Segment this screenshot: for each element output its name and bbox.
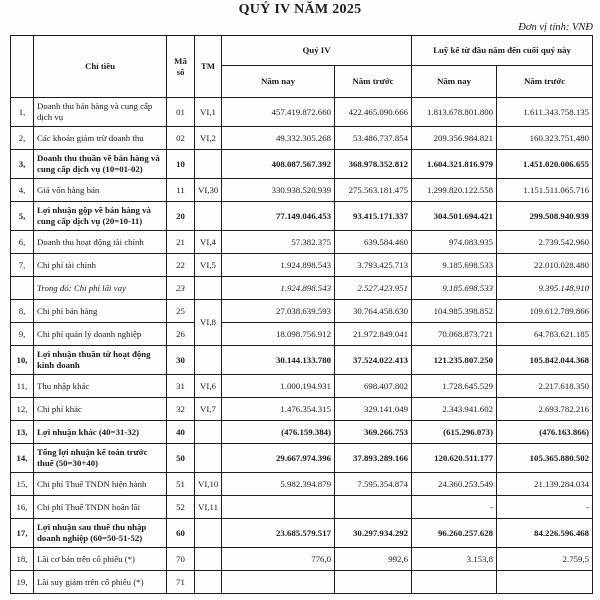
value-ytd-prior: 9.395.148.910 [497,277,593,300]
row-label: Lãi suy giảm trên cổ phiếu (*) [34,571,167,594]
row-note [195,346,222,375]
table-row [11,548,593,571]
row-label: Các khoản giảm trừ doanh thu [34,127,167,150]
value-quarter-prior: 53.486.737.854 [335,127,412,150]
row-code: 01 [167,98,195,127]
row-note [195,548,222,571]
value-ytd-current: 1.299.820.122.558 [412,179,497,202]
row-number [11,277,34,300]
value-ytd-prior: - [497,496,593,519]
row-number: 5, [11,202,34,231]
value-quarter-current: 30.144.133.780 [222,346,335,375]
table-row [11,98,593,127]
row-label: Lợi nhuận sau thuế thu nhập doanh nghiệp (60=50-51-52) [34,519,167,548]
row-note [195,277,222,300]
row-note [195,571,222,594]
value-ytd-prior: 299.508.940.939 [497,202,593,231]
row-label: Lãi cơ bản trên cổ phiếu (*) [34,548,167,571]
value-quarter-prior: 37.524.022.413 [335,346,412,375]
row-number: 6, [11,231,34,254]
value-ytd-current: 1.728.645.529 [412,375,497,398]
table-row [11,323,593,346]
value-quarter-prior: 7.595.354.874 [335,473,412,496]
table-row [11,519,593,548]
value-ytd-prior: 2.693.782.216 [497,398,593,421]
value-quarter-prior: 422.465.090.666 [335,98,412,127]
value-quarter-current: 1.000.194.931 [222,375,335,398]
row-label: Chi phí khác [34,398,167,421]
row-code: 26 [167,323,195,346]
row-note: VI,6 [195,375,222,398]
header-group-ytd: Luỹ kế từ đầu năm đến cuối quý này [412,36,593,66]
row-number: 11, [11,375,34,398]
table-row [11,127,593,150]
value-ytd-current: 209.356.984.821 [412,127,497,150]
table-row [11,346,593,375]
value-ytd-prior: 105.842.044.368 [497,346,593,375]
value-quarter-current: 27.038.639.593 [222,300,335,323]
row-note: VI,2 [195,127,222,150]
value-quarter-current: 1.924.898.543 [222,254,335,277]
table-row [11,202,593,231]
value-ytd-current: 70.068.873.721 [412,323,497,346]
row-number: 3, [11,150,34,179]
row-label: Trong đó: Chi phí lãi vay [34,277,167,300]
value-quarter-prior: 30.297.934.292 [335,519,412,548]
row-note: VI,8 [195,300,222,346]
header-chi-tieu: Chỉ tiêu [34,36,167,98]
value-quarter-prior: 93.415.171.337 [335,202,412,231]
value-ytd-prior: 2.217.618.350 [497,375,593,398]
value-ytd-current: 3.153,8 [412,548,497,571]
value-ytd-current: 304.501.694.421 [412,202,497,231]
value-quarter-prior: 21.972.849.041 [335,323,412,346]
row-label: Tổng lợi nhuận kế toán trước thuế (50=30+40) [34,444,167,473]
header-tm: TM [195,36,222,98]
row-code: 23 [167,277,195,300]
header-row-groups [11,36,593,66]
header-q-prior: Năm trước [335,66,412,98]
value-quarter-current: 457.419.872.660 [222,98,335,127]
value-ytd-current: 104.985.398.852 [412,300,497,323]
row-note [195,421,222,444]
row-code: 50 [167,444,195,473]
value-quarter-current [222,496,335,519]
value-quarter-prior: 368.978.352.812 [335,150,412,179]
table-row [11,398,593,421]
value-ytd-prior: (476.163.866) [497,421,593,444]
row-code: 31 [167,375,195,398]
row-code: 32 [167,398,195,421]
row-code: 21 [167,231,195,254]
value-quarter-prior: 30.764.458.630 [335,300,412,323]
table-row [11,254,593,277]
value-ytd-prior: 22.010.028.480 [497,254,593,277]
value-quarter-current: 1.924.898.543 [222,277,335,300]
value-ytd-current: - [412,496,497,519]
value-quarter-prior: 2.527.423.951 [335,277,412,300]
table-row [11,231,593,254]
value-quarter-prior [335,571,412,594]
table-row [11,444,593,473]
table-row [11,473,593,496]
row-label: Thu nhập khác [34,375,167,398]
value-quarter-prior: 698.407.802 [335,375,412,398]
value-quarter-prior: 275.563.181.475 [335,179,412,202]
value-ytd-prior: 1.611.343.758.135 [497,98,593,127]
value-ytd-current: (615.296.073) [412,421,497,444]
row-number: 2, [11,127,34,150]
table-row [11,150,593,179]
table-row [11,179,593,202]
row-label: Giá vốn hàng bán [34,179,167,202]
value-quarter-prior [335,496,412,519]
row-number: 14, [11,444,34,473]
value-ytd-current: 120.620.511.177 [412,444,497,473]
row-label: Doanh thu hoạt động tài chính [34,231,167,254]
row-label: Lợi nhuận gộp về bán hàng và cung cấp dịch vụ (20=10-11) [34,202,167,231]
value-ytd-prior: 160.323.751.480 [497,127,593,150]
row-note: VI,1 [195,98,222,127]
value-quarter-current: 49.332.305.268 [222,127,335,150]
row-number: 16, [11,496,34,519]
value-ytd-current: 1.813.678.801.800 [412,98,497,127]
header-y-prior: Năm trước [497,66,593,98]
value-ytd-prior: 1.451.020.006.655 [497,150,593,179]
table-row [11,421,593,444]
row-number: 7, [11,254,34,277]
value-ytd-prior: 84.226.596.468 [497,519,593,548]
value-ytd-current: 2.343.941.602 [412,398,497,421]
row-code: 40 [167,421,195,444]
value-quarter-current [222,571,335,594]
header-q-current: Năm nay [222,66,335,98]
value-ytd-prior: 105.365.880.502 [497,444,593,473]
value-ytd-current [412,571,497,594]
row-number: 12, [11,398,34,421]
value-ytd-prior: 1.151.511.065.716 [497,179,593,202]
header-blank [11,36,34,98]
row-note: VI,10 [195,473,222,496]
row-label: Chi phí Thuế TNDN hiện hành [34,473,167,496]
value-quarter-prior: 369.266.753 [335,421,412,444]
row-number: 18, [11,548,34,571]
row-note: VI,30 [195,179,222,202]
value-quarter-current: 77.149.046.453 [222,202,335,231]
value-quarter-prior: 329.141.049 [335,398,412,421]
header-y-current: Năm nay [412,66,497,98]
row-number: 15, [11,473,34,496]
value-ytd-prior: 2.759,5 [497,548,593,571]
value-quarter-current: 408.087.567.392 [222,150,335,179]
value-ytd-current: 9.185.698.533 [412,254,497,277]
value-ytd-current: 96.260.257.628 [412,519,497,548]
row-code: 11 [167,179,195,202]
row-label: Doanh thu thuần về bán hàng và cung cấp dịch vụ (10=01-02) [34,150,167,179]
value-ytd-current: 121.235.807.250 [412,346,497,375]
value-ytd-prior: 2.739.542.960 [497,231,593,254]
row-label: Chi phí tài chính [34,254,167,277]
row-code: 22 [167,254,195,277]
row-note: VI,7 [195,398,222,421]
value-quarter-prior: 992,6 [335,548,412,571]
row-label: Chi phí quản lý doanh nghiệp [34,323,167,346]
row-label: Chi phí Thuế TNDN hoãn lãi [34,496,167,519]
value-ytd-current: 974.083.935 [412,231,497,254]
row-label: Chi phí bán hàng [34,300,167,323]
row-number: 17, [11,519,34,548]
value-quarter-current: 18.098.756.912 [222,323,335,346]
row-code: 70 [167,548,195,571]
table-row [11,300,593,323]
row-note [195,202,222,231]
row-label: Lợi nhuận thuần từ hoạt động kinh doanh [34,346,167,375]
row-number: 13, [11,421,34,444]
row-note: VI,4 [195,231,222,254]
row-note [195,519,222,548]
row-number: 9, [11,323,34,346]
table-row [11,375,593,398]
row-code: 51 [167,473,195,496]
value-ytd-current: 1.604.321.816.979 [412,150,497,179]
row-code: 60 [167,519,195,548]
value-quarter-prior: 37.893.289.166 [335,444,412,473]
header-ma-so: Mã số [167,36,195,98]
row-number: 1, [11,98,34,127]
row-number: 10, [11,346,34,375]
table-row [11,571,593,594]
value-quarter-current: 330.938.520.939 [222,179,335,202]
row-note [195,444,222,473]
value-quarter-current: 29.667.974.396 [222,444,335,473]
value-quarter-current: 1.476.354.315 [222,398,335,421]
row-code: 25 [167,300,195,323]
row-label: Lợi nhuận khác (40=31-32) [34,421,167,444]
value-ytd-prior: 64.783.621.185 [497,323,593,346]
value-quarter-prior: 639.584.460 [335,231,412,254]
row-code: 10 [167,150,195,179]
value-ytd-prior [497,571,593,594]
value-quarter-current: 23.685.579.517 [222,519,335,548]
row-note: VI,5 [195,254,222,277]
value-ytd-current: 24.360.253.549 [412,473,497,496]
row-code: 30 [167,346,195,375]
row-code: 52 [167,496,195,519]
row-label: Doanh thu bán hàng và cung cấp dịch vụ [34,98,167,127]
value-ytd-current: 9.185.698.533 [412,277,497,300]
income-statement-table [10,35,593,594]
header-group-quarter: Quý IV [222,36,412,66]
row-note: VI,11 [195,496,222,519]
unit-note: Đơn vị tính: VNĐ [518,22,593,33]
value-quarter-prior: 3.793.425.713 [335,254,412,277]
row-note [195,150,222,179]
value-ytd-prior: 21.139.284.034 [497,473,593,496]
value-ytd-prior: 109.612.789.866 [497,300,593,323]
table-row [11,496,593,519]
value-quarter-current: (476.159.384) [222,421,335,444]
value-quarter-current: 776,0 [222,548,335,571]
value-quarter-current: 57.382.375 [222,231,335,254]
row-number: 8, [11,300,34,323]
row-code: 20 [167,202,195,231]
row-code: 02 [167,127,195,150]
row-code: 71 [167,571,195,594]
row-number: 4, [11,179,34,202]
table-row [11,277,593,300]
row-number: 19, [11,571,34,594]
value-quarter-current: 5.982.394.879 [222,473,335,496]
report-period-title: QUÝ IV NĂM 2025 [238,2,362,17]
